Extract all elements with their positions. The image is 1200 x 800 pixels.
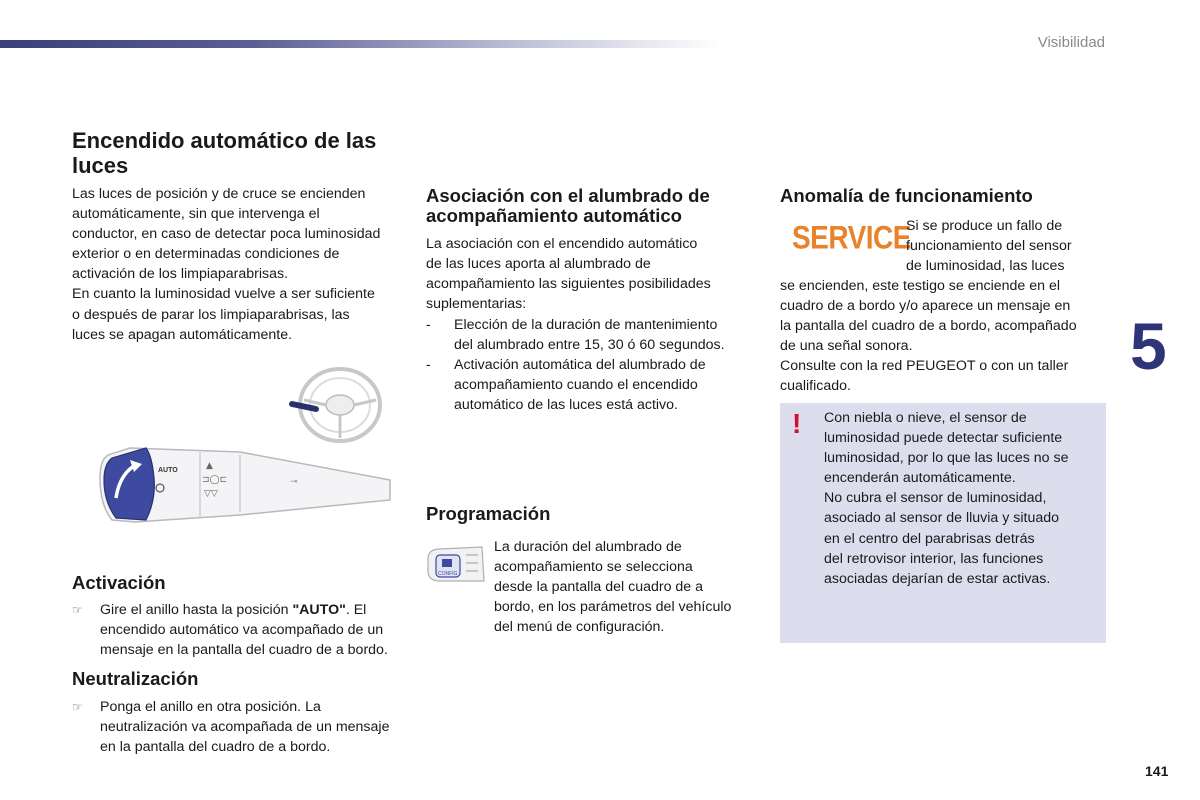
anomalia-side-text: Si se produce un fallo de funcionamiento del sensor de luminosidad, las luces <box>906 218 1072 275</box>
pointing-hand-icon: ☞ <box>72 603 83 617</box>
auto-label: AUTO <box>158 467 178 474</box>
section-title: Visibilidad <box>1037 34 1105 51</box>
asociacion-paragraph: La asociación con el encendido automático de las luces aporta al alumbrado de acompañamiento las siguientes posibilidades suplementarias: <box>426 236 711 313</box>
page-number: 141 <box>1145 763 1169 779</box>
auto-ring <box>104 448 154 520</box>
pointing-hand-icon: ☞ <box>72 700 83 714</box>
config-button-illustration <box>424 545 488 585</box>
chapter-number: 5 <box>1130 309 1167 383</box>
svg-text:⊸: ⊸ <box>290 477 298 487</box>
header-gradient-bar <box>0 40 720 48</box>
svg-text:⊐◯⊏: ⊐◯⊏ <box>202 475 228 485</box>
steering-wheel-icon <box>300 369 380 441</box>
warning-icon: ! <box>792 408 802 439</box>
intro-paragraph: Las luces de posición y de cruce se encienden automáticamente, sin que intervenga el conductor, en caso de detectar poca luminosidad exterior o en determinadas condiciones de activación de los limpiaparabrisas. En cuanto la luminosidad vuelve a ser suficiente o después de parar los limpiaparabrisas, las luces se apagan automáticamente. <box>72 186 381 343</box>
asociacion-title: Asociación con el alumbrado de acompañamiento automático <box>426 185 710 226</box>
svg-text:▲: ▲ <box>206 461 213 471</box>
page-title: Encendido automático de las luces <box>72 128 377 178</box>
neutralizacion-title: Neutralización <box>72 668 199 689</box>
lighting-stalk-illustration <box>90 360 400 540</box>
warning-note-text: Con niebla o nieve, el sensor de luminosidad puede detectar suficiente luminosidad, por lo que las luces no se encenderán automáticamente. No cubra el sensor de luminosidad, asociado al sensor de lluvia y situado en el centro del parabrisas detrás del retrovisor interior, las funciones asociadas dejarían de estar activas. <box>824 410 1069 587</box>
svg-text:CONFIG: CONFIG <box>438 571 458 577</box>
activacion-title: Activación <box>72 572 166 593</box>
anomalia-title: Anomalía de funcionamiento <box>780 185 1033 206</box>
stalk-indicator <box>292 404 316 409</box>
svg-text:▽▽: ▽▽ <box>204 489 218 499</box>
service-warning-icon: SERVICE <box>792 219 911 256</box>
programacion-paragraph: La duración del alumbrado de acompañamiento se selecciona desde la pantalla del cuadro de a bordo, en los parámetros del vehículo del menú de configuración. <box>494 539 732 636</box>
programacion-title: Programación <box>426 503 551 524</box>
anomalia-paragraph: se encienden, este testigo se enciende en el cuadro de a bordo y/o aparece un mensaje en la pantalla del cuadro de a bordo, acompañado de una señal sonora. Consulte con la red PEUGEOT o con un taller cualificado. <box>780 278 1077 395</box>
